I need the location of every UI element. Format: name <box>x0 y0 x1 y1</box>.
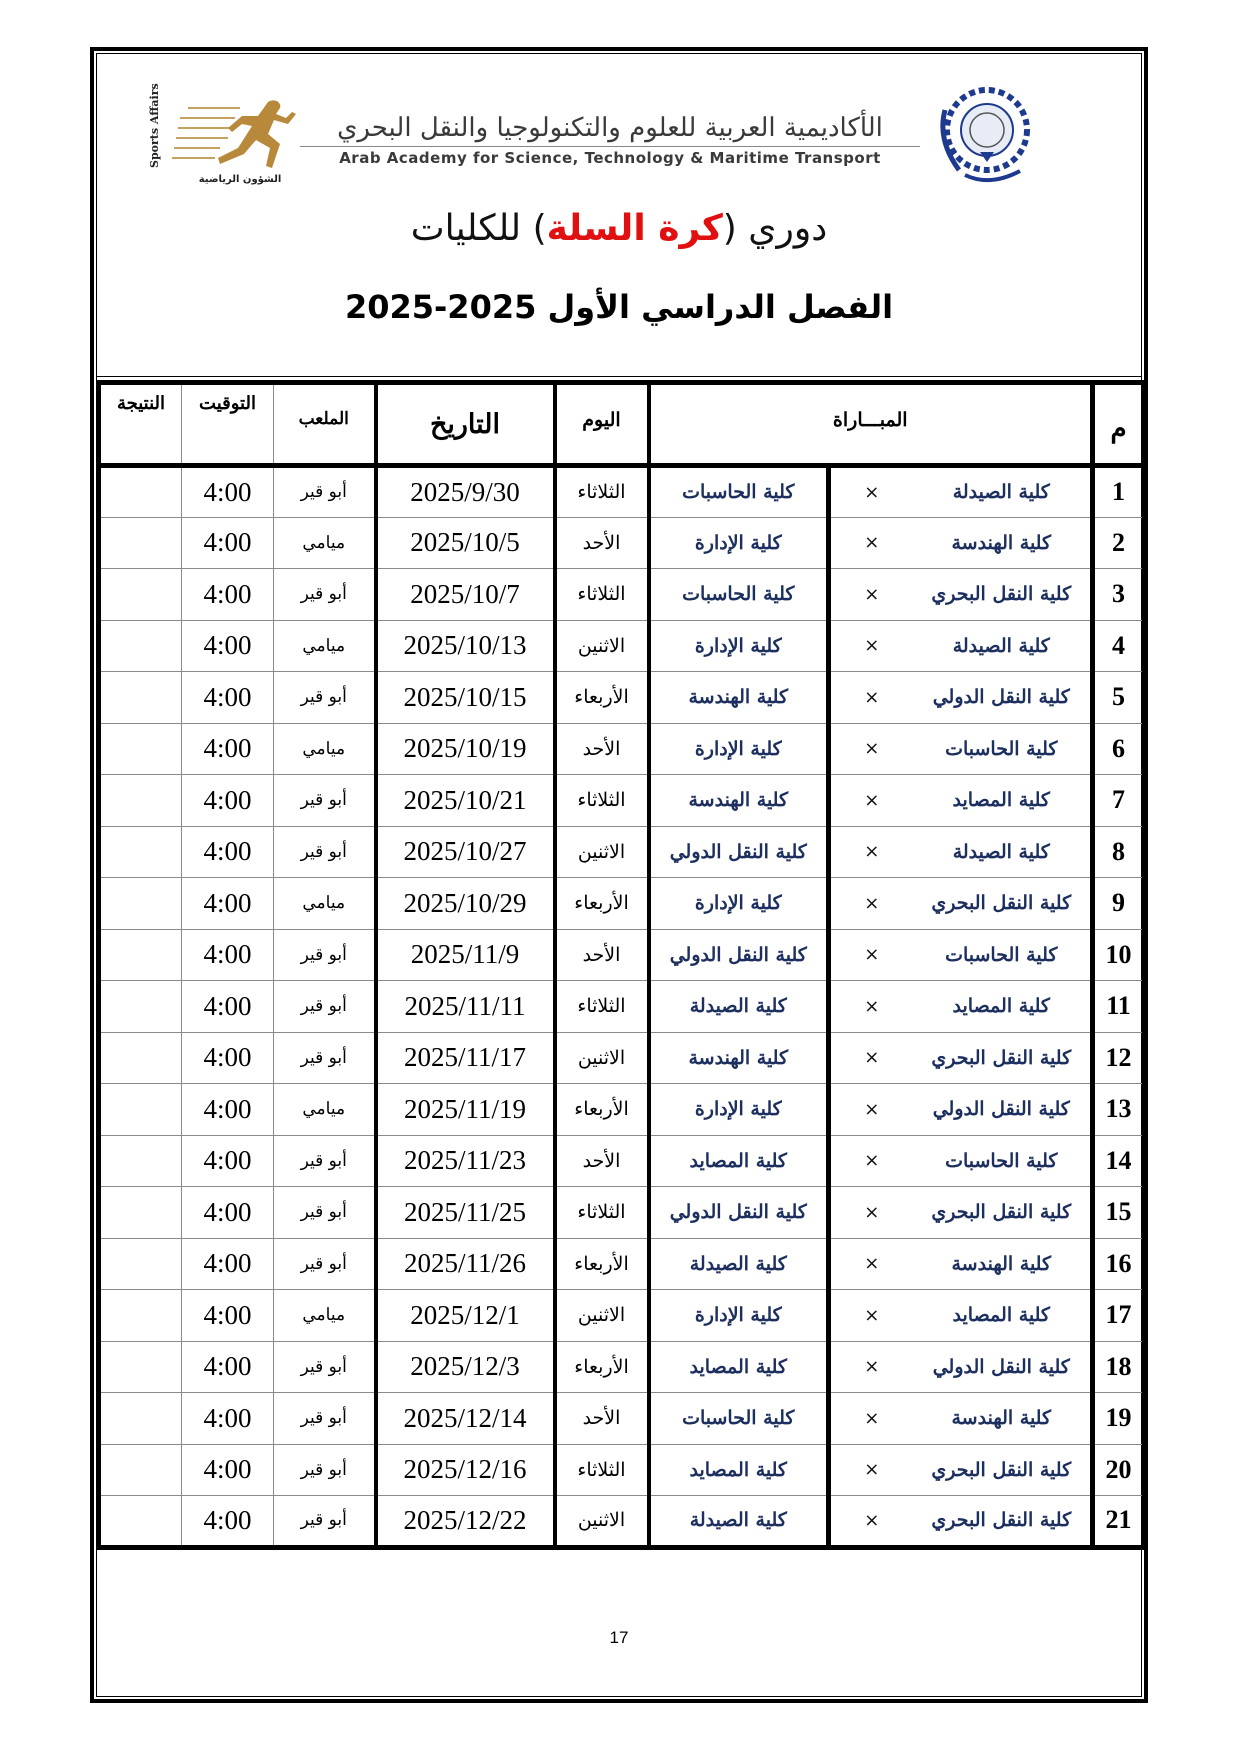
match-day: الثلاثاء <box>555 1444 649 1496</box>
away-team: كلية الإدارة <box>649 878 829 930</box>
table-row <box>99 723 1145 775</box>
vs-symbol: × <box>829 672 913 724</box>
match-number: 7 <box>1093 775 1145 827</box>
match-result <box>99 1496 182 1548</box>
match-date: 2025/10/29 <box>376 878 555 930</box>
home-team: كلية الحاسبات <box>913 723 1093 775</box>
vs-symbol: × <box>829 1444 913 1496</box>
match-day: الثلاثاء <box>555 981 649 1033</box>
match-stadium: أبو قير <box>274 1444 376 1496</box>
sports-affairs-caption-ar: الشؤون الرياضية <box>198 174 282 185</box>
away-team: كلية الهندسة <box>649 672 829 724</box>
table-row <box>99 775 1145 827</box>
away-team: كلية النقل الدولي <box>649 929 829 981</box>
vs-symbol: × <box>829 723 913 775</box>
match-time: 4:00 <box>182 723 274 775</box>
match-day: الأربعاء <box>555 1238 649 1290</box>
match-result <box>99 1135 182 1187</box>
home-team: كلية النقل البحري <box>913 569 1093 621</box>
match-number: 13 <box>1093 1084 1145 1136</box>
match-day: الأربعاء <box>555 672 649 724</box>
match-stadium: أبو قير <box>274 1187 376 1239</box>
match-number: 20 <box>1093 1444 1145 1496</box>
table-row <box>99 981 1145 1033</box>
match-date: 2025/12/16 <box>376 1444 555 1496</box>
match-result <box>99 569 182 621</box>
match-number: 9 <box>1093 878 1145 930</box>
match-date: 2025/10/7 <box>376 569 555 621</box>
match-result <box>99 620 182 672</box>
match-time: 4:00 <box>182 1496 274 1548</box>
away-team: كلية الإدارة <box>649 517 829 569</box>
away-team: كلية الإدارة <box>649 620 829 672</box>
match-result <box>99 929 182 981</box>
match-time: 4:00 <box>182 1238 274 1290</box>
emblem-icon <box>925 80 1035 190</box>
sports-affairs-caption-en: Sports Affairs <box>148 83 161 168</box>
match-day: الأربعاء <box>555 878 649 930</box>
home-team: كلية الهندسة <box>913 517 1093 569</box>
match-date: 2025/12/22 <box>376 1496 555 1548</box>
column-header-result: النتيجة <box>99 383 182 466</box>
match-time: 4:00 <box>182 620 274 672</box>
match-time: 4:00 <box>182 1290 274 1342</box>
match-number: 5 <box>1093 672 1145 724</box>
match-result <box>99 517 182 569</box>
match-date: 2025/10/5 <box>376 517 555 569</box>
table-header-row <box>99 383 1145 466</box>
academy-name-ar: الأكاديمية العربية للعلوم والتكنولوجيا والنقل البحري <box>300 112 920 147</box>
match-stadium: ميامي <box>274 723 376 775</box>
match-time: 4:00 <box>182 569 274 621</box>
table-row <box>99 1496 1145 1548</box>
header-separator <box>96 376 1142 377</box>
table-row <box>99 466 1145 518</box>
away-team: كلية المصايد <box>649 1444 829 1496</box>
vs-symbol: × <box>829 466 913 518</box>
match-stadium: أبو قير <box>274 1032 376 1084</box>
match-stadium: أبو قير <box>274 1393 376 1445</box>
match-day: الثلاثاء <box>555 466 649 518</box>
table-row <box>99 1444 1145 1496</box>
match-result <box>99 1032 182 1084</box>
match-result <box>99 1084 182 1136</box>
title-suffix: ) للكليات <box>410 208 547 249</box>
table-row <box>99 1187 1145 1239</box>
table-row <box>99 1032 1145 1084</box>
match-date: 2025/10/21 <box>376 775 555 827</box>
match-time: 4:00 <box>182 826 274 878</box>
table-row <box>99 1393 1145 1445</box>
match-number: 15 <box>1093 1187 1145 1239</box>
match-date: 2025/10/27 <box>376 826 555 878</box>
match-result <box>99 1444 182 1496</box>
match-day: الاثنين <box>555 1496 649 1548</box>
vs-symbol: × <box>829 1393 913 1445</box>
table-row <box>99 826 1145 878</box>
match-day: الثلاثاء <box>555 1187 649 1239</box>
home-team: كلية النقل البحري <box>913 1444 1093 1496</box>
match-result <box>99 1238 182 1290</box>
match-stadium: أبو قير <box>274 1341 376 1393</box>
match-number: 12 <box>1093 1032 1145 1084</box>
vs-symbol: × <box>829 1341 913 1393</box>
match-time: 4:00 <box>182 1187 274 1239</box>
match-date: 2025/11/9 <box>376 929 555 981</box>
vs-symbol: × <box>829 1290 913 1342</box>
vs-symbol: × <box>829 1135 913 1187</box>
sports-affairs-logo <box>140 78 310 188</box>
match-number: 2 <box>1093 517 1145 569</box>
vs-symbol: × <box>829 775 913 827</box>
running-man-icon <box>140 78 310 188</box>
match-date: 2025/12/3 <box>376 1341 555 1393</box>
match-number: 18 <box>1093 1341 1145 1393</box>
away-team: كلية الإدارة <box>649 723 829 775</box>
match-number: 16 <box>1093 1238 1145 1290</box>
match-result <box>99 1341 182 1393</box>
match-stadium: أبو قير <box>274 569 376 621</box>
match-time: 4:00 <box>182 878 274 930</box>
away-team: كلية الإدارة <box>649 1290 829 1342</box>
match-date: 2025/12/14 <box>376 1393 555 1445</box>
match-result <box>99 1393 182 1445</box>
match-number: 3 <box>1093 569 1145 621</box>
page-subtitle: الفصل الدراسي الأول 2025-2025 <box>344 288 894 326</box>
away-team: كلية الهندسة <box>649 775 829 827</box>
match-day: الاثنين <box>555 1290 649 1342</box>
match-day: الثلاثاء <box>555 569 649 621</box>
match-date: 2025/11/23 <box>376 1135 555 1187</box>
match-stadium: ميامي <box>274 878 376 930</box>
away-team: كلية الحاسبات <box>649 569 829 621</box>
match-number: 10 <box>1093 929 1145 981</box>
column-header-num: م <box>1093 383 1145 466</box>
vs-symbol: × <box>829 1032 913 1084</box>
table-row <box>99 1135 1145 1187</box>
match-time: 4:00 <box>182 1444 274 1496</box>
home-team: كلية النقل البحري <box>913 1496 1093 1548</box>
vs-symbol: × <box>829 517 913 569</box>
match-time: 4:00 <box>182 672 274 724</box>
match-date: 2025/11/25 <box>376 1187 555 1239</box>
home-team: كلية الصيدلة <box>913 826 1093 878</box>
page-number: 17 <box>609 1628 629 1647</box>
match-number: 14 <box>1093 1135 1145 1187</box>
academy-emblem-logo <box>925 80 1035 190</box>
table-row <box>99 1290 1145 1342</box>
column-header-match: المبـــاراة <box>649 383 1093 466</box>
match-time: 4:00 <box>182 1032 274 1084</box>
match-stadium: ميامي <box>274 1290 376 1342</box>
match-stadium: أبو قير <box>274 929 376 981</box>
column-header-stadium: الملعب <box>274 383 376 466</box>
vs-symbol: × <box>829 929 913 981</box>
match-stadium: أبو قير <box>274 672 376 724</box>
away-team: كلية المصايد <box>649 1341 829 1393</box>
match-time: 4:00 <box>182 1341 274 1393</box>
home-team: كلية الهندسة <box>913 1238 1093 1290</box>
home-team: كلية الحاسبات <box>913 1135 1093 1187</box>
match-date: 2025/11/19 <box>376 1084 555 1136</box>
table-row <box>99 569 1145 621</box>
match-result <box>99 723 182 775</box>
table-row <box>99 1341 1145 1393</box>
match-date: 2025/12/1 <box>376 1290 555 1342</box>
match-result <box>99 981 182 1033</box>
match-result <box>99 1290 182 1342</box>
home-team: كلية الصيدلة <box>913 620 1093 672</box>
vs-symbol: × <box>829 1496 913 1548</box>
match-date: 2025/11/26 <box>376 1238 555 1290</box>
match-time: 4:00 <box>182 1084 274 1136</box>
match-result <box>99 466 182 518</box>
match-date: 2025/9/30 <box>376 466 555 518</box>
match-date: 2025/11/17 <box>376 1032 555 1084</box>
table-row <box>99 1084 1145 1136</box>
match-number: 1 <box>1093 466 1145 518</box>
home-team: كلية الحاسبات <box>913 929 1093 981</box>
title-prefix: دوري ( <box>722 208 828 249</box>
match-stadium: أبو قير <box>274 826 376 878</box>
home-team: كلية الهندسة <box>913 1393 1093 1445</box>
match-day: الاثنين <box>555 826 649 878</box>
column-header-time: التوقيت <box>182 383 274 466</box>
match-stadium: ميامي <box>274 1084 376 1136</box>
home-team: كلية المصايد <box>913 1290 1093 1342</box>
match-day: الأحد <box>555 1393 649 1445</box>
match-stadium: أبو قير <box>274 1135 376 1187</box>
table-row <box>99 929 1145 981</box>
home-team: كلية المصايد <box>913 981 1093 1033</box>
match-date: 2025/10/19 <box>376 723 555 775</box>
home-team: كلية النقل الدولي <box>913 1084 1093 1136</box>
page-title <box>96 205 1142 253</box>
schedule-table <box>96 380 1147 1550</box>
match-day: الاثنين <box>555 620 649 672</box>
match-day: الأربعاء <box>555 1341 649 1393</box>
academy-name <box>300 112 920 182</box>
match-result <box>99 672 182 724</box>
vs-symbol: × <box>829 569 913 621</box>
table-row <box>99 672 1145 724</box>
match-time: 4:00 <box>182 981 274 1033</box>
table-row <box>99 620 1145 672</box>
match-day: الاثنين <box>555 1032 649 1084</box>
match-time: 4:00 <box>182 929 274 981</box>
home-team: كلية النقل الدولي <box>913 1341 1093 1393</box>
vs-symbol: × <box>829 1187 913 1239</box>
away-team: كلية النقل الدولي <box>649 826 829 878</box>
vs-symbol: × <box>829 981 913 1033</box>
match-number: 17 <box>1093 1290 1145 1342</box>
home-team: كلية النقل الدولي <box>913 672 1093 724</box>
match-number: 8 <box>1093 826 1145 878</box>
match-stadium: أبو قير <box>274 981 376 1033</box>
home-team: كلية النقل البحري <box>913 878 1093 930</box>
away-team: كلية الحاسبات <box>649 1393 829 1445</box>
match-stadium: أبو قير <box>274 1238 376 1290</box>
match-day: الأحد <box>555 929 649 981</box>
academy-name-en: Arab Academy for Science, Technology & Maritime Transport <box>339 149 881 167</box>
match-result <box>99 1187 182 1239</box>
match-time: 4:00 <box>182 1135 274 1187</box>
table-row <box>99 1238 1145 1290</box>
vs-symbol: × <box>829 620 913 672</box>
match-result <box>99 878 182 930</box>
schedule-body <box>99 466 1145 1548</box>
vs-symbol: × <box>829 1238 913 1290</box>
match-time: 4:00 <box>182 466 274 518</box>
match-stadium: ميامي <box>274 620 376 672</box>
match-number: 4 <box>1093 620 1145 672</box>
match-day: الأحد <box>555 1135 649 1187</box>
match-stadium: ميامي <box>274 517 376 569</box>
away-team: كلية الصيدلة <box>649 1496 829 1548</box>
home-team: كلية النقل البحري <box>913 1032 1093 1084</box>
match-result <box>99 826 182 878</box>
away-team: كلية الصيدلة <box>649 1238 829 1290</box>
match-day: الأحد <box>555 723 649 775</box>
away-team: كلية الهندسة <box>649 1032 829 1084</box>
home-team: كلية الصيدلة <box>913 466 1093 518</box>
match-stadium: أبو قير <box>274 466 376 518</box>
away-team: كلية الصيدلة <box>649 981 829 1033</box>
match-time: 4:00 <box>182 775 274 827</box>
match-day: الأحد <box>555 517 649 569</box>
match-date: 2025/11/11 <box>376 981 555 1033</box>
home-team: كلية المصايد <box>913 775 1093 827</box>
match-number: 6 <box>1093 723 1145 775</box>
table-row <box>99 517 1145 569</box>
away-team: كلية النقل الدولي <box>649 1187 829 1239</box>
away-team: كلية الحاسبات <box>649 466 829 518</box>
match-number: 21 <box>1093 1496 1145 1548</box>
match-number: 11 <box>1093 981 1145 1033</box>
match-stadium: أبو قير <box>274 1496 376 1548</box>
match-time: 4:00 <box>182 1393 274 1445</box>
match-time: 4:00 <box>182 517 274 569</box>
away-team: كلية الإدارة <box>649 1084 829 1136</box>
match-result <box>99 775 182 827</box>
table-row <box>99 878 1145 930</box>
home-team: كلية النقل البحري <box>913 1187 1093 1239</box>
match-date: 2025/10/15 <box>376 672 555 724</box>
match-date: 2025/10/13 <box>376 620 555 672</box>
match-day: الثلاثاء <box>555 775 649 827</box>
away-team: كلية المصايد <box>649 1135 829 1187</box>
column-header-date: التاريخ <box>376 383 555 466</box>
vs-symbol: × <box>829 878 913 930</box>
column-header-day: اليوم <box>555 383 649 466</box>
title-sport-highlight: كرة السلة <box>546 208 723 249</box>
match-number: 19 <box>1093 1393 1145 1445</box>
vs-symbol: × <box>829 826 913 878</box>
vs-symbol: × <box>829 1084 913 1136</box>
match-stadium: أبو قير <box>274 775 376 827</box>
match-day: الأربعاء <box>555 1084 649 1136</box>
